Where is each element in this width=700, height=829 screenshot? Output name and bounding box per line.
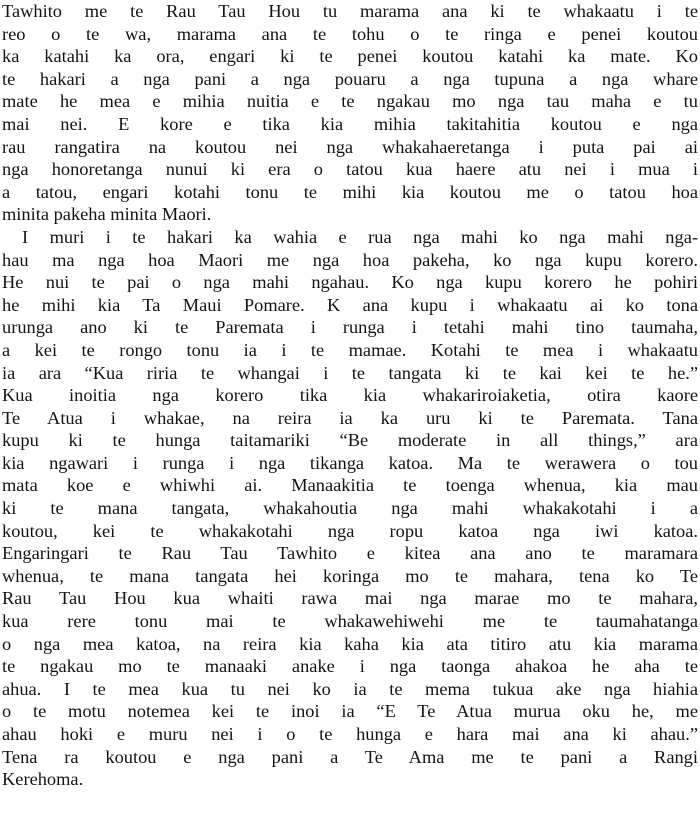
text-line: Kerehoma. xyxy=(2,769,84,790)
text-line: kupu ki te hunga taitamariki “Be moderate in all things,” ara xyxy=(2,430,698,451)
text-line: koutou, kei te whakakotahi nga ropu katoa nga iwi katoa. xyxy=(2,520,698,541)
text-line: he mihi kia Ta Maui Pomare. K ana kupu i whakaatu ai ko tona xyxy=(2,294,698,315)
text-line: kia ngawari i runga i nga tikanga katoa. Ma te werawera o tou xyxy=(2,452,698,473)
text-line: te hakari a nga pani a nga pouaru a nga tupuna a nga whare xyxy=(2,68,698,89)
text-line: Rau Tau Hou kua whaiti rawa mai nga marae mo te mahara, xyxy=(2,588,698,609)
text-line: minita pakeha minita Maori. xyxy=(2,204,212,225)
paragraph-1 xyxy=(2,0,698,226)
text-line: rau rangatira na koutou nei nga whakahaeretanga i puta pai ai xyxy=(2,136,698,157)
text-line: He nui te pai o nga mahi ngahau. Ko nga kupu korero he pohiri xyxy=(2,272,698,293)
text-line: Te Atua i whakae, na reira ia ka uru ki te Paremata. Tana xyxy=(2,407,698,428)
text-line: Kua inoitia nga korero tika kia whakariroiaketia, otira kaore xyxy=(2,385,698,406)
text-line: mai nei. E kore e tika kia mihia takitahitia koutou e nga xyxy=(2,113,698,134)
text-line: a kei te rongo tonu ia i te mamae. Kotahi te mea i whakaatu xyxy=(2,339,698,360)
text-line: o te motu notemea kei te inoi ia “E Te Atua murua oku he, me xyxy=(2,701,698,722)
text-line: kua rere tonu mai te whakawehiwehi me te taumahatanga xyxy=(2,611,698,632)
text-line: Tena ra koutou e nga pani a Te Ama me te pani a Rangi xyxy=(2,746,698,767)
text-line: o nga mea katoa, na reira kia kaha kia ata titiro atu kia marama xyxy=(2,633,698,654)
text-line: ahua. I te mea kua tu nei ko ia te mema tukua ake nga hiahia xyxy=(2,678,698,699)
text-line: urunga ano ki te Paremata i runga i tetahi mahi tino taumaha, xyxy=(2,317,698,338)
text-line: whenua, te mana tangata hei koringa mo te mahara, tena ko Te xyxy=(2,565,698,586)
paragraph-2 xyxy=(2,226,698,791)
text-line: reo o te wa, marama ana te tohu o te ringa e penei koutou xyxy=(2,23,698,44)
text-line: Tawhito me te Rau Tau Hou tu marama ana ki te whakaatu i te xyxy=(2,1,698,21)
document-page xyxy=(2,0,698,791)
text-line: hau ma nga hoa Maori me nga hoa pakeha, ko nga kupu korero. xyxy=(2,249,698,270)
text-line: mata koe e whiwhi ai. Manaakitia te toenga whenua, kia mau xyxy=(2,475,698,496)
text-line: Engaringari te Rau Tau Tawhito e kitea ana ano te maramara xyxy=(2,543,698,564)
text-line: mate he mea e mihia nuitia e te ngakau mo nga tau maha e tu xyxy=(2,91,698,112)
text-line: ahau hoki e muru nei i o te hunga e hara mai ana ki ahau.” xyxy=(2,724,698,744)
text-line: ka katahi ka ora, engari ki te penei koutou katahi ka mate. Ko xyxy=(2,46,698,67)
text-line: ia ara “Kua riria te whangai i te tangata ki te kai kei te he.” xyxy=(2,362,698,383)
text-line: I muri i te hakari ka wahia e rua nga mahi ko nga mahi nga- xyxy=(22,226,698,247)
text-line: a tatou, engari kotahi tonu te mihi kia koutou me o tatou hoa xyxy=(2,181,698,202)
text-line: nga honoretanga nunui ki era o tatou kua haere atu nei i mua i xyxy=(2,159,698,180)
text-line: ki te mana tangata, whakahoutia nga mahi whakakotahi i a xyxy=(2,498,698,519)
text-line: te ngakau mo te manaaki anake i nga taonga ahakoa he aha te xyxy=(2,656,698,677)
